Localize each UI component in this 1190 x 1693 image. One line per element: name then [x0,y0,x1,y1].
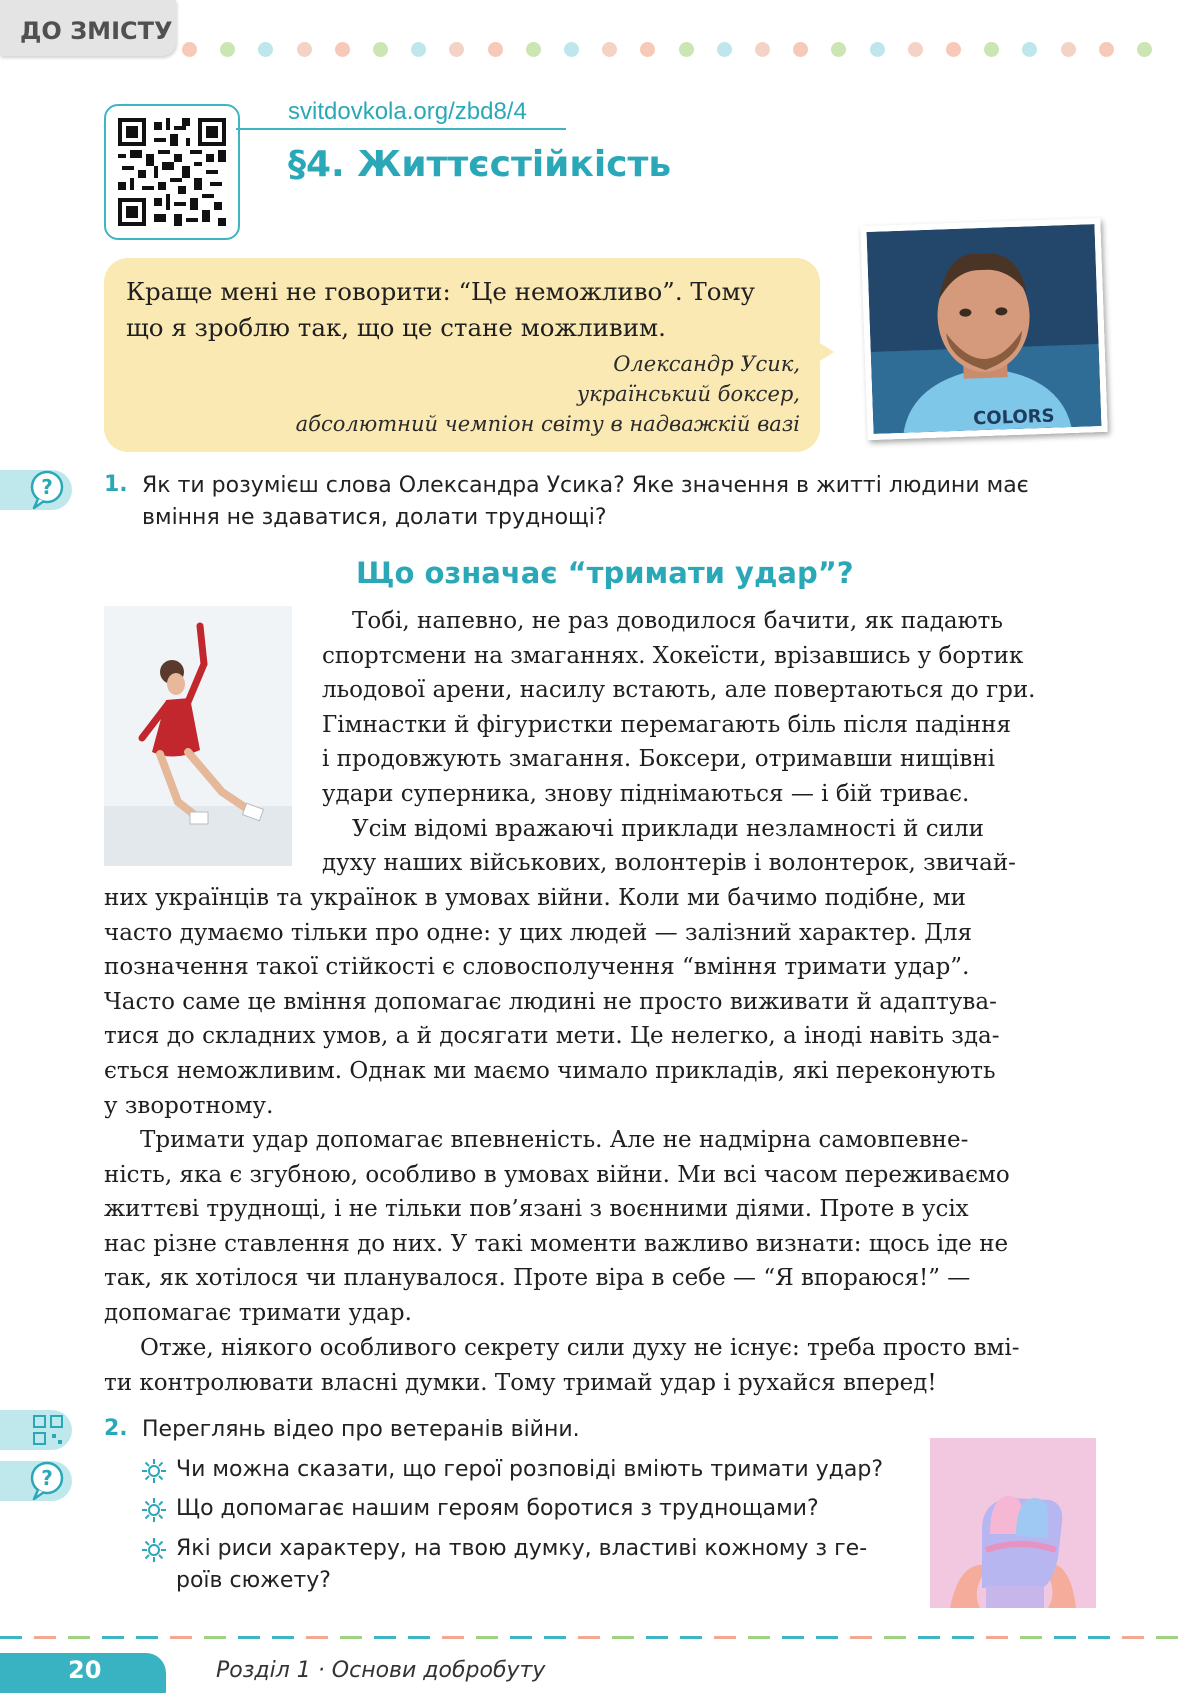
footer-dash-segment [34,1636,56,1639]
question-1-number: 1. [104,472,128,497]
decorative-dot [908,42,923,57]
question-2-text: Переглянь відео про ветеранів війни. [142,1417,580,1442]
decorative-dot [297,42,312,57]
question-marker [0,1461,72,1501]
paragraph-full [104,881,1104,1123]
paragraph-line: ти контролювати власні думки. Тому тримай удар і рухайся вперед! [104,1369,937,1396]
decorative-dot [870,42,885,57]
quote-author-role: український боксер, [576,382,800,406]
paragraph-line: них українців та українок в умовах війни. Коли ми бачимо подібне, ми [104,885,966,911]
figure-skater-icon [104,606,292,866]
decorative-dot [488,42,503,57]
footer-dash-segment [578,1636,600,1639]
question-bubble-icon [28,468,66,512]
quote-author: Олександр Усик, [613,352,800,376]
question-1-line: Як ти розумієш слова Олександра Усика? Яке значення в житті людини має [142,473,1029,498]
footer-dash-segment [986,1636,1008,1639]
footer-dash-segment [1156,1636,1178,1639]
decorative-dot [640,42,655,57]
footer-dash-segment [374,1636,396,1639]
decorative-dot [831,42,846,57]
footer-dash-segment [442,1636,464,1639]
footer-dash-segment [680,1636,702,1639]
question-2-bullet: Чи можна сказати, що герої розповіді вміють тримати удар? [176,1457,883,1482]
footer-divider [0,1636,1190,1640]
paragraph-line: нас різне ставлення до них. У такі моменти важливо визнати: щось іде не [104,1230,1009,1257]
decorative-dot [755,42,770,57]
footer-dash-segment [340,1636,362,1639]
footer-dash-segment [136,1636,158,1639]
decorative-dot [1061,42,1076,57]
footer-dash-segment [408,1636,430,1639]
quote-line: що я зроблю так, що це стане можливим. [126,313,666,342]
decorative-dot [793,42,808,57]
question-bubble-icon [28,1459,66,1503]
footer-dash-segment [0,1636,22,1639]
qr-video-icon [28,1410,68,1450]
footer-dash-segment [1054,1636,1076,1639]
qr-code[interactable] [104,104,240,240]
sun-bullet-icon [140,1496,168,1524]
footer-dash-segment [204,1636,226,1639]
boxer-photo [860,218,1107,440]
footer-dash-segment [306,1636,328,1639]
footer-dash-segment [714,1636,736,1639]
figure-skater-photo [104,606,292,866]
question-1-text [142,470,1029,534]
question-2-bullet-line: роїв сюжету? [176,1568,331,1593]
paragraph-line: Часто саме це вміння допомагає людині не просто виживати й адаптува- [104,988,997,1015]
decorative-dot [679,42,694,57]
question-2-bullet: Що допомагає нашим героям боротися з труднощами? [176,1496,819,1521]
paragraph-line: тися до складних умов, а й досягати мети. Це нелегко, а іноді навіть зда- [104,1023,1000,1050]
footer-dash-segment [646,1636,668,1639]
paragraph-line: спортсмени на змаганнях. Хокеїсти, врізавшись у бортик [322,642,1024,669]
decorative-dot [526,42,541,57]
paragraph-line: ність, яка є згубною, особливо в умовах війни. Ми всі часом переживаємо [104,1161,1010,1188]
question-2-bullet [176,1533,867,1597]
video-marker [0,1410,72,1450]
paragraph-line: допомагає тримати удар. [104,1299,412,1326]
paragraph-line: життєві труднощі, і не тільки пов’язані з воєнними діями. Проте в усіх [104,1196,969,1223]
footer-dash-segment [782,1636,804,1639]
boxer-shirt-text: COLORS [972,405,1055,430]
paragraph-line: ється неможливим. Однак ми маємо чимало прикладів, які переконують [104,1057,996,1084]
qr-code-icon [118,118,226,226]
footer-dash-segment [68,1636,90,1639]
footer-dash-segment [476,1636,498,1639]
paragraph-line: Гімнастки й фігуристки перемагають біль після падіння [322,711,1011,738]
decorative-dot [564,42,579,57]
footer-dash-segment [544,1636,566,1639]
footer-dash-segment [238,1636,260,1639]
paragraph-line: позначення такої стійкості є словосполучення “вміння тримати удар”. [104,954,970,981]
decorative-dot [1099,42,1114,57]
paragraph-line: Тримати удар допомагає впевненість. Але не надмірна самовпевне- [140,1127,969,1153]
decorative-dot [984,42,999,57]
paragraph-line: Усім відомі вражаючі приклади незламності й сили [352,815,984,842]
paragraph-conclusion [104,1331,1104,1400]
decorative-dot [1137,42,1152,57]
footer-dash-segment [918,1636,940,1639]
quote-line: Краще мені не говорити: “Це неможливо”. Тому [126,277,755,306]
sun-bullet-icon [140,1457,168,1485]
decorative-dot [411,42,426,57]
chapter-title: §4. Життєстійкість [288,144,672,185]
footer-dash-segment [510,1636,532,1639]
svg-text:?: ? [41,1466,53,1490]
paragraph-line: льодової арени, насилу встають, але повертаються до гри. [322,677,1036,704]
footer-dash-segment [1020,1636,1042,1639]
footer-dash-segment [612,1636,634,1639]
decorative-dot [182,42,197,57]
footer-dash-segment [850,1636,872,1639]
quote-author-title: абсолютний чемпіон світу в надважкій вазі [295,412,800,436]
sun-bullet-icon [140,1536,168,1564]
decorative-dot [258,42,273,57]
page-number: 20 [68,1656,102,1684]
question-2-number: 2. [104,1416,128,1441]
footer-dash-segment [102,1636,124,1639]
decorative-dot [335,42,350,57]
paragraph-confidence [104,1123,1104,1331]
svg-text:?: ? [41,475,53,499]
paragraph-line: часто думаємо тільки про одне: у цих людей — залізний характер. Для [104,919,973,946]
decorative-dot [717,42,732,57]
paragraph-narrow [322,604,1104,881]
footer-dash-segment [952,1636,974,1639]
toc-button[interactable]: ДО ЗМІСТУ [0,0,176,56]
footer-dash-segment [1088,1636,1110,1639]
question-2-bullet-line: Які риси характеру, на твою думку, властиві кожному з ге- [176,1536,868,1561]
paragraph-line: удари суперника, знову піднімаються — і бій триває. [322,780,970,807]
section-heading: Що означає “тримати удар”? [356,556,854,590]
footer-dash-segment [748,1636,770,1639]
paragraph-line: і продовжують змагання. Боксери, отримавши нищівні [322,746,996,773]
paragraph-line: духу наших військових, волонтерів і волонтерок, звичай- [322,850,1016,877]
quote-text [126,274,806,346]
footer-dash-segment [1122,1636,1144,1639]
fist-illustration [930,1438,1096,1608]
footer-dash-segment [272,1636,294,1639]
question-1-line: вміння не здаватися, долати труднощі? [142,505,607,530]
decorative-dot [602,42,617,57]
boxer-portrait-icon [867,224,1102,434]
paragraph-line: Отже, ніякого особливого секрету сили духу не існує: треба просто вмі- [140,1335,1020,1361]
decorative-dot [946,42,961,57]
footer-section-text: Розділ 1 · Основи добробуту [216,1658,546,1683]
question-marker [0,470,72,510]
paragraph-line: так, як хотілося чи планувалося. Проте віра в себе — “Я впораюся!” — [104,1265,971,1292]
paragraph-line: у зворотному. [104,1092,274,1119]
decorative-dots [180,42,1190,58]
chapter-url-link[interactable]: svitdovkola.org/zbd8/4 [288,98,527,125]
quote-tail [812,338,834,366]
decorative-dot [373,42,388,57]
decorative-dot [1022,42,1037,57]
raised-fist-icon [930,1438,1096,1608]
decorative-dot [220,42,235,57]
footer-dash-segment [170,1636,192,1639]
paragraph-line: Тобі, напевно, не раз доводилося бачити, як падають [352,608,1003,634]
url-underline [236,128,566,130]
decorative-dot [449,42,464,57]
footer-dash-segment [884,1636,906,1639]
footer-dash-segment [816,1636,838,1639]
